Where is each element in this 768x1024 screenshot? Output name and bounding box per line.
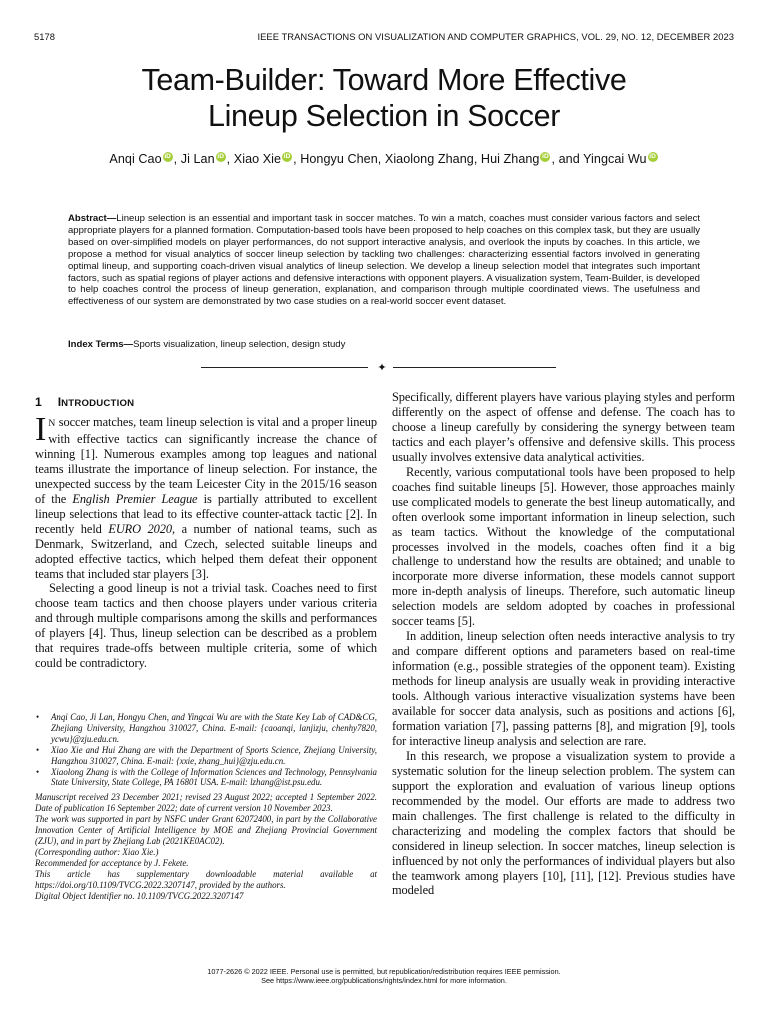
orcid-icon[interactable]: iD <box>283 153 291 160</box>
index-terms-text: Sports visualization, lineup selection, design study <box>133 339 346 350</box>
affiliation-footnote <box>35 767 377 789</box>
page-number: 5178 <box>34 31 56 42</box>
intro-paragraph-1 <box>35 411 377 581</box>
index-terms-label: Index Terms— <box>68 339 134 350</box>
intro-paragraph-2: Selecting a good lineup is not a trivial task. Coaches need to first choose team tactics and then choose players under various criteria and through multiple comparisons among the skills and performances of players [4]. Thus, lineup selection can be described as a problem that requires trade-offs between multiple criteria, some of which could be contradictory. <box>35 581 377 671</box>
paper-title <box>60 62 708 134</box>
author-separator: , <box>226 152 234 166</box>
running-head <box>34 31 734 45</box>
affiliation-text: Xiaolong Zhang is with the College of Information Sciences and Technology, Pennsylvania State University, State College, PA 16801 USA. E-mail: lzhang@ist.psu.edu. <box>51 766 377 788</box>
author-list <box>30 152 738 166</box>
publication-notes <box>35 792 377 901</box>
league-name: English Premier League <box>72 491 198 506</box>
author-separator: , <box>473 152 481 166</box>
author-name: Yingcai Wu <box>583 152 647 166</box>
bullet-icon: • <box>36 766 40 777</box>
journal-info: IEEE TRANSACTIONS ON VISUALIZATION AND COMPUTER GRAPHICS, VOL. 29, NO. 12, DECEMBER 2023 <box>257 31 734 42</box>
rights-link-line: See https://www.ieee.org/publications/rights/index.html for more information. <box>261 975 507 985</box>
intro-text-c: , a number of national teams, such as Denmark, Switzerland, and Czech, selected suitable lineups and adopted effective tactics, which helped them defeat their opponent teams that included star players [3]. <box>35 521 377 581</box>
corresponding-author: (Corresponding author: Xiao Xie.) <box>35 846 159 857</box>
affiliation-text: Xiao Xie and Hui Zhang are with the Department of Sports Science, Zhejiang University, Hangzhou 310027, China. E-mail: {xxie, zhang_hui}@zju.edu.cn. <box>51 744 377 766</box>
divider-rule-right <box>393 367 556 368</box>
intro-text-b: is partially attributed to excellent lineup selections that lead to its effective counter-attack tactic [2]. In recently held <box>35 491 377 536</box>
right-paragraph-4: In this research, we propose a visualization system to provide a systematic solution for the lineup selection problem. The system can support the exploration and evaluation of various lineup options recommended by the model. Our efforts are made to address two main challenges. The first challenge is related to the difficulty in characterizing and modeling the complex factors that should be considered in lineup selection. In soccer matches, lineup selection is influenced by not only the performances of individual players but also the teamwork among players [10], [11], [12]. Previous studies have modeled <box>392 748 735 898</box>
right-paragraph-1: Specifically, different players have various playing styles and perform differently on the aspect of offense and defense. The coach has to choose a lineup carefully by considering the synergy between team tactics and each player’s offensive and defensive skills. This process usually involves extensive data analytical activities. <box>392 390 735 464</box>
section-title-rest: NTRODUCTION <box>61 398 135 409</box>
orcid-icon[interactable]: iD <box>542 153 549 160</box>
affiliation-footnote <box>35 712 377 745</box>
supplementary-note: This article has supplementary downloadable material available at https://doi.org/10.1109/TVCG.2022.3207147, provided by the authors. <box>35 868 377 890</box>
drop-cap: I <box>35 411 47 448</box>
section-divider <box>0 362 768 374</box>
abstract <box>68 213 700 308</box>
recommended-by: Recommended for acceptance by J. Fekete. <box>35 857 189 868</box>
author-separator: , <box>377 152 385 166</box>
section-number: 1 <box>35 395 42 409</box>
copyright-footer <box>0 968 768 985</box>
author-separator: , <box>173 152 181 166</box>
author-name: Anqi Cao <box>109 152 162 166</box>
author-name: Ji Lan <box>180 152 215 166</box>
author-name: Xiaolong Zhang <box>384 152 474 166</box>
author-name: Hui Zhang <box>480 152 540 166</box>
doi-note: Digital Object Identifier no. 10.1109/TVCG.2022.3207147 <box>35 890 244 901</box>
author-name: Xiao Xie <box>233 152 282 166</box>
affiliation-list <box>35 712 377 788</box>
author-separator: , and <box>551 152 584 166</box>
left-column-body <box>35 411 377 671</box>
index-terms <box>68 339 700 351</box>
title-line-1: Team-Builder: Toward More Effective <box>141 63 627 97</box>
copyright-line: 1077-2626 © 2022 IEEE. Personal use is permitted, but republication/redistribution requires IEEE permission. <box>207 967 561 976</box>
intro-text-a: soccer matches, team lineup selection is vital and a proper lineup with effective tactics can significantly increase the chance of winning [1]. Numerous examples among top leagues and national teams illustrate the importance of lineup selection. For instance, the unexpected success by the team Leicester City in the 2015/16 season of the <box>35 415 377 506</box>
orcid-icon[interactable]: iD <box>217 153 224 160</box>
orcid-icon[interactable]: iD <box>164 153 171 160</box>
right-paragraph-2: Recently, various computational tools have been proposed to help coaches find suitable lineups [5]. However, those approaches mainly use complicated models to generate the best lineup automatically, and often overlook some important information in lineup selection, such as team tactics. Without the knowledge of the computational processes involved in the models, coaches often find it a big challenge to understand how the results are obtained; and unable to incorporate more diverse information, these models cannot support more in-depth analysis of lineups. Therefore, such automatic lineup selection models are seldom adopted by coaches in professional soccer teams [5]. <box>392 464 735 629</box>
bullet-icon: • <box>36 712 40 722</box>
abstract-text: Lineup selection is an essential and important task in soccer matches. To win a match, coaches must consider various factors and select appropriate players for a planned formation. Computation-based tools have been proposed to help coaches on this complex task, but they are usually based on over-simplified models on player performances, do not support interactive analysis, and overlook the inputs by coaches. In this article, we propose a method for visual analytics of soccer lineup selection by tackling two challenges: characterizing essential factors involved in generating optimal lineup, and supporting coach-driven visual analytics of lineup selection. We develop a lineup selection model that integrates such important factors, such as spatial regions of player actions and defensive interactions with opponent players. A visualization system, Team-Builder, is developed to help coaches control the process of lineup generation, explanation, and comparison through multiple coordinated views. The usefulness and effectiveness of our system are demonstrated by two case studies on a real-world soccer event dataset. <box>68 213 700 308</box>
bullet-icon: • <box>36 744 40 755</box>
orcid-icon[interactable]: iD <box>649 153 656 160</box>
affiliation-footnote <box>35 745 377 767</box>
funding-note: The work was supported in part by NSFC under Grant 62072400, in part by the Collaborative Innovation Center of Artificial Intelligence by MOE and Zhejiang Provincial Government (ZJU), and in part by Zhejiang Lab (2021KE0AC02). <box>35 814 377 846</box>
right-column-body <box>392 390 735 898</box>
author-separator: , <box>293 152 301 166</box>
section-title-initial: I <box>57 395 62 409</box>
manuscript-dates: Manuscript received 23 December 2021; revised 23 August 2022; accepted 1 September 2022. Date of publication 16 September 2022; date of current version 10 November 2023. <box>35 792 377 814</box>
title-line-2: Lineup Selection in Soccer <box>207 99 561 133</box>
abstract-label: Abstract— <box>68 213 117 224</box>
intro-small-caps: N <box>48 418 56 429</box>
tournament-name: EURO 2020 <box>108 521 173 536</box>
author-name: Hongyu Chen <box>300 152 378 166</box>
section-heading-introduction <box>35 395 134 409</box>
affiliation-text: Anqi Cao, Ji Lan, Hongyu Chen, and Yingcai Wu are with the State Key Lab of CAD&CG, Zhejiang University, Hangzhou 310027, China. E-mail: {caoanqi, lanjizju, chenhy7820, ycwu}@zju.edu.cn. <box>51 712 377 744</box>
footnotes <box>35 712 377 901</box>
divider-rule-left <box>201 367 368 368</box>
divider-diamond-icon: ✦ <box>377 362 387 374</box>
right-paragraph-3: In addition, lineup selection often needs interactive analysis to try and compare different options and parameters based on real-time information (e.g., possible strategies of the opponent team). Existing methods for lineup analysis are usually weak in providing interactive tools. Although various interactive visualization systems have been available for soccer data analysis, such as positions and actions [6], formation variation [7], passing patterns [8], and migration [9], tools for interactive lineup analysis and selection are rare. <box>392 629 735 748</box>
